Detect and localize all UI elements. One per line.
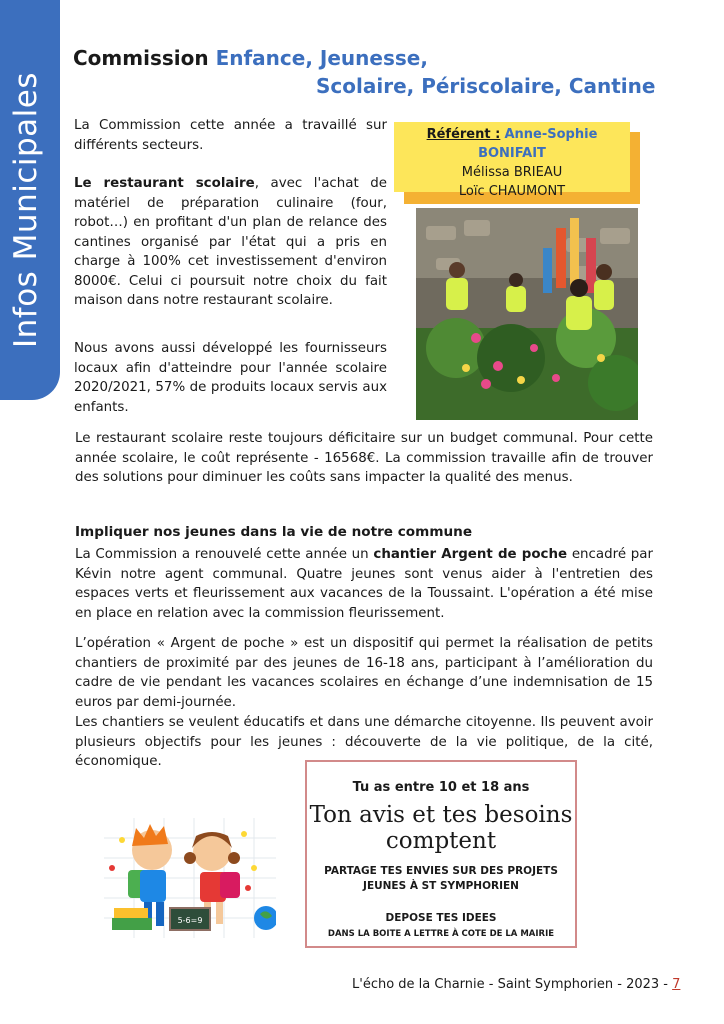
kids-illustration (104, 818, 276, 938)
restaurant-paragraph (74, 174, 387, 311)
page-footer (352, 977, 680, 992)
referent-box (394, 122, 630, 199)
restaurant-text: , avec l'achat de matériel de préparation culinaire (four, robot…) en profitant d'un plan de relance des cantines organisé par l'état qui a pris en charge à 100% cet investissement d'environ 8000€. Celui ci poursuit notre choix du fait maison dans notre restaurant scolaire. (74, 176, 387, 308)
jeunes-heading: Impliquer nos jeunes dans la vie de notre commune (75, 524, 473, 540)
title-accent-1: Enfance, Jeunesse, (215, 46, 428, 70)
page-title (73, 44, 428, 72)
footer-text: L'écho de la Charnie - Saint Symphorien - 2023 - (352, 977, 673, 992)
chantier-bold: chantier Argent de poche (373, 547, 568, 562)
member-name: Mélissa BRIEAU (461, 165, 563, 180)
title-prefix: Commission (73, 46, 209, 70)
referent-label: Référent : (426, 127, 501, 142)
callout-depose: DEPOSE TES IDEES (385, 912, 497, 924)
section-tab (0, 0, 60, 400)
page-number: 7 (672, 977, 681, 992)
chantier-text-pre: La Commission a renouvelé cette année un (75, 547, 374, 562)
section-tab-label: Infos Municipales (8, 72, 44, 348)
educatifs-paragraph: Les chantiers se veulent éducatifs et dans une démarche citoyenne. Ils peuvent avoir plusieurs objectifs pour les jeunes : découverte de la vie politique, de la cité, économique. (75, 715, 653, 769)
chantier-text-post: encadré par Kévin notre agent communal. Quatre jeunes sont venus aider à l'entretien des espaces verts et fleurissement aux vacances de la Toussaint. L'opération a été mise en place en relation avec la commission fleurissement. (75, 547, 654, 621)
deficit-paragraph: Le restaurant scolaire reste toujours déficitaire sur un budget communal. Pour cette année scolaire, le coût représente - 16568€. La commission travaille afin de trouver des solutions pour diminuer les coûts sans impacter la qualité des menus. (75, 431, 653, 485)
youth-callout (305, 760, 577, 948)
operation-paragraph: L’opération « Argent de poche » est un dispositif qui permet la réalisation de petits chantiers de proximité par des jeunes de 16-18 ans, participant à l’amélioration du cadre de vie pendant les vacances scolaires en échange d’une indemnisation de 15 euros par demi-journée. (75, 636, 653, 710)
chalkboard-text: 5-6=9 (177, 916, 203, 925)
garden-photo (416, 208, 638, 420)
referent-name: Anne-Sophie BONIFAIT (478, 127, 598, 161)
title-accent-2: Scolaire, Périscolaire, Cantine (316, 74, 656, 98)
callout-partage: PARTAGE TES ENVIES SUR DES PROJETS JEUNES À ST SYMPHORIEN (324, 865, 558, 892)
fournisseurs-paragraph: Nous avons aussi développé les fournisseurs locaux afin d'atteindre pour l'année scolaire 2020/2021, 57% de produits locaux servis aux enfants. (74, 341, 387, 415)
chantier-paragraph (75, 545, 653, 623)
callout-age: Tu as entre 10 et 18 ans (352, 780, 530, 795)
member-name: Loïc CHAUMONT (458, 184, 566, 199)
intro-paragraph: La Commission cette année a travaillé sur différents secteurs. (74, 118, 387, 153)
callout-headline: Ton avis et tes besoins comptent (309, 802, 573, 854)
restaurant-bold: Le restaurant scolaire (74, 176, 255, 191)
callout-boite: DANS LA BOITE A LETTRE À COTE DE LA MAIRIE (327, 929, 555, 939)
